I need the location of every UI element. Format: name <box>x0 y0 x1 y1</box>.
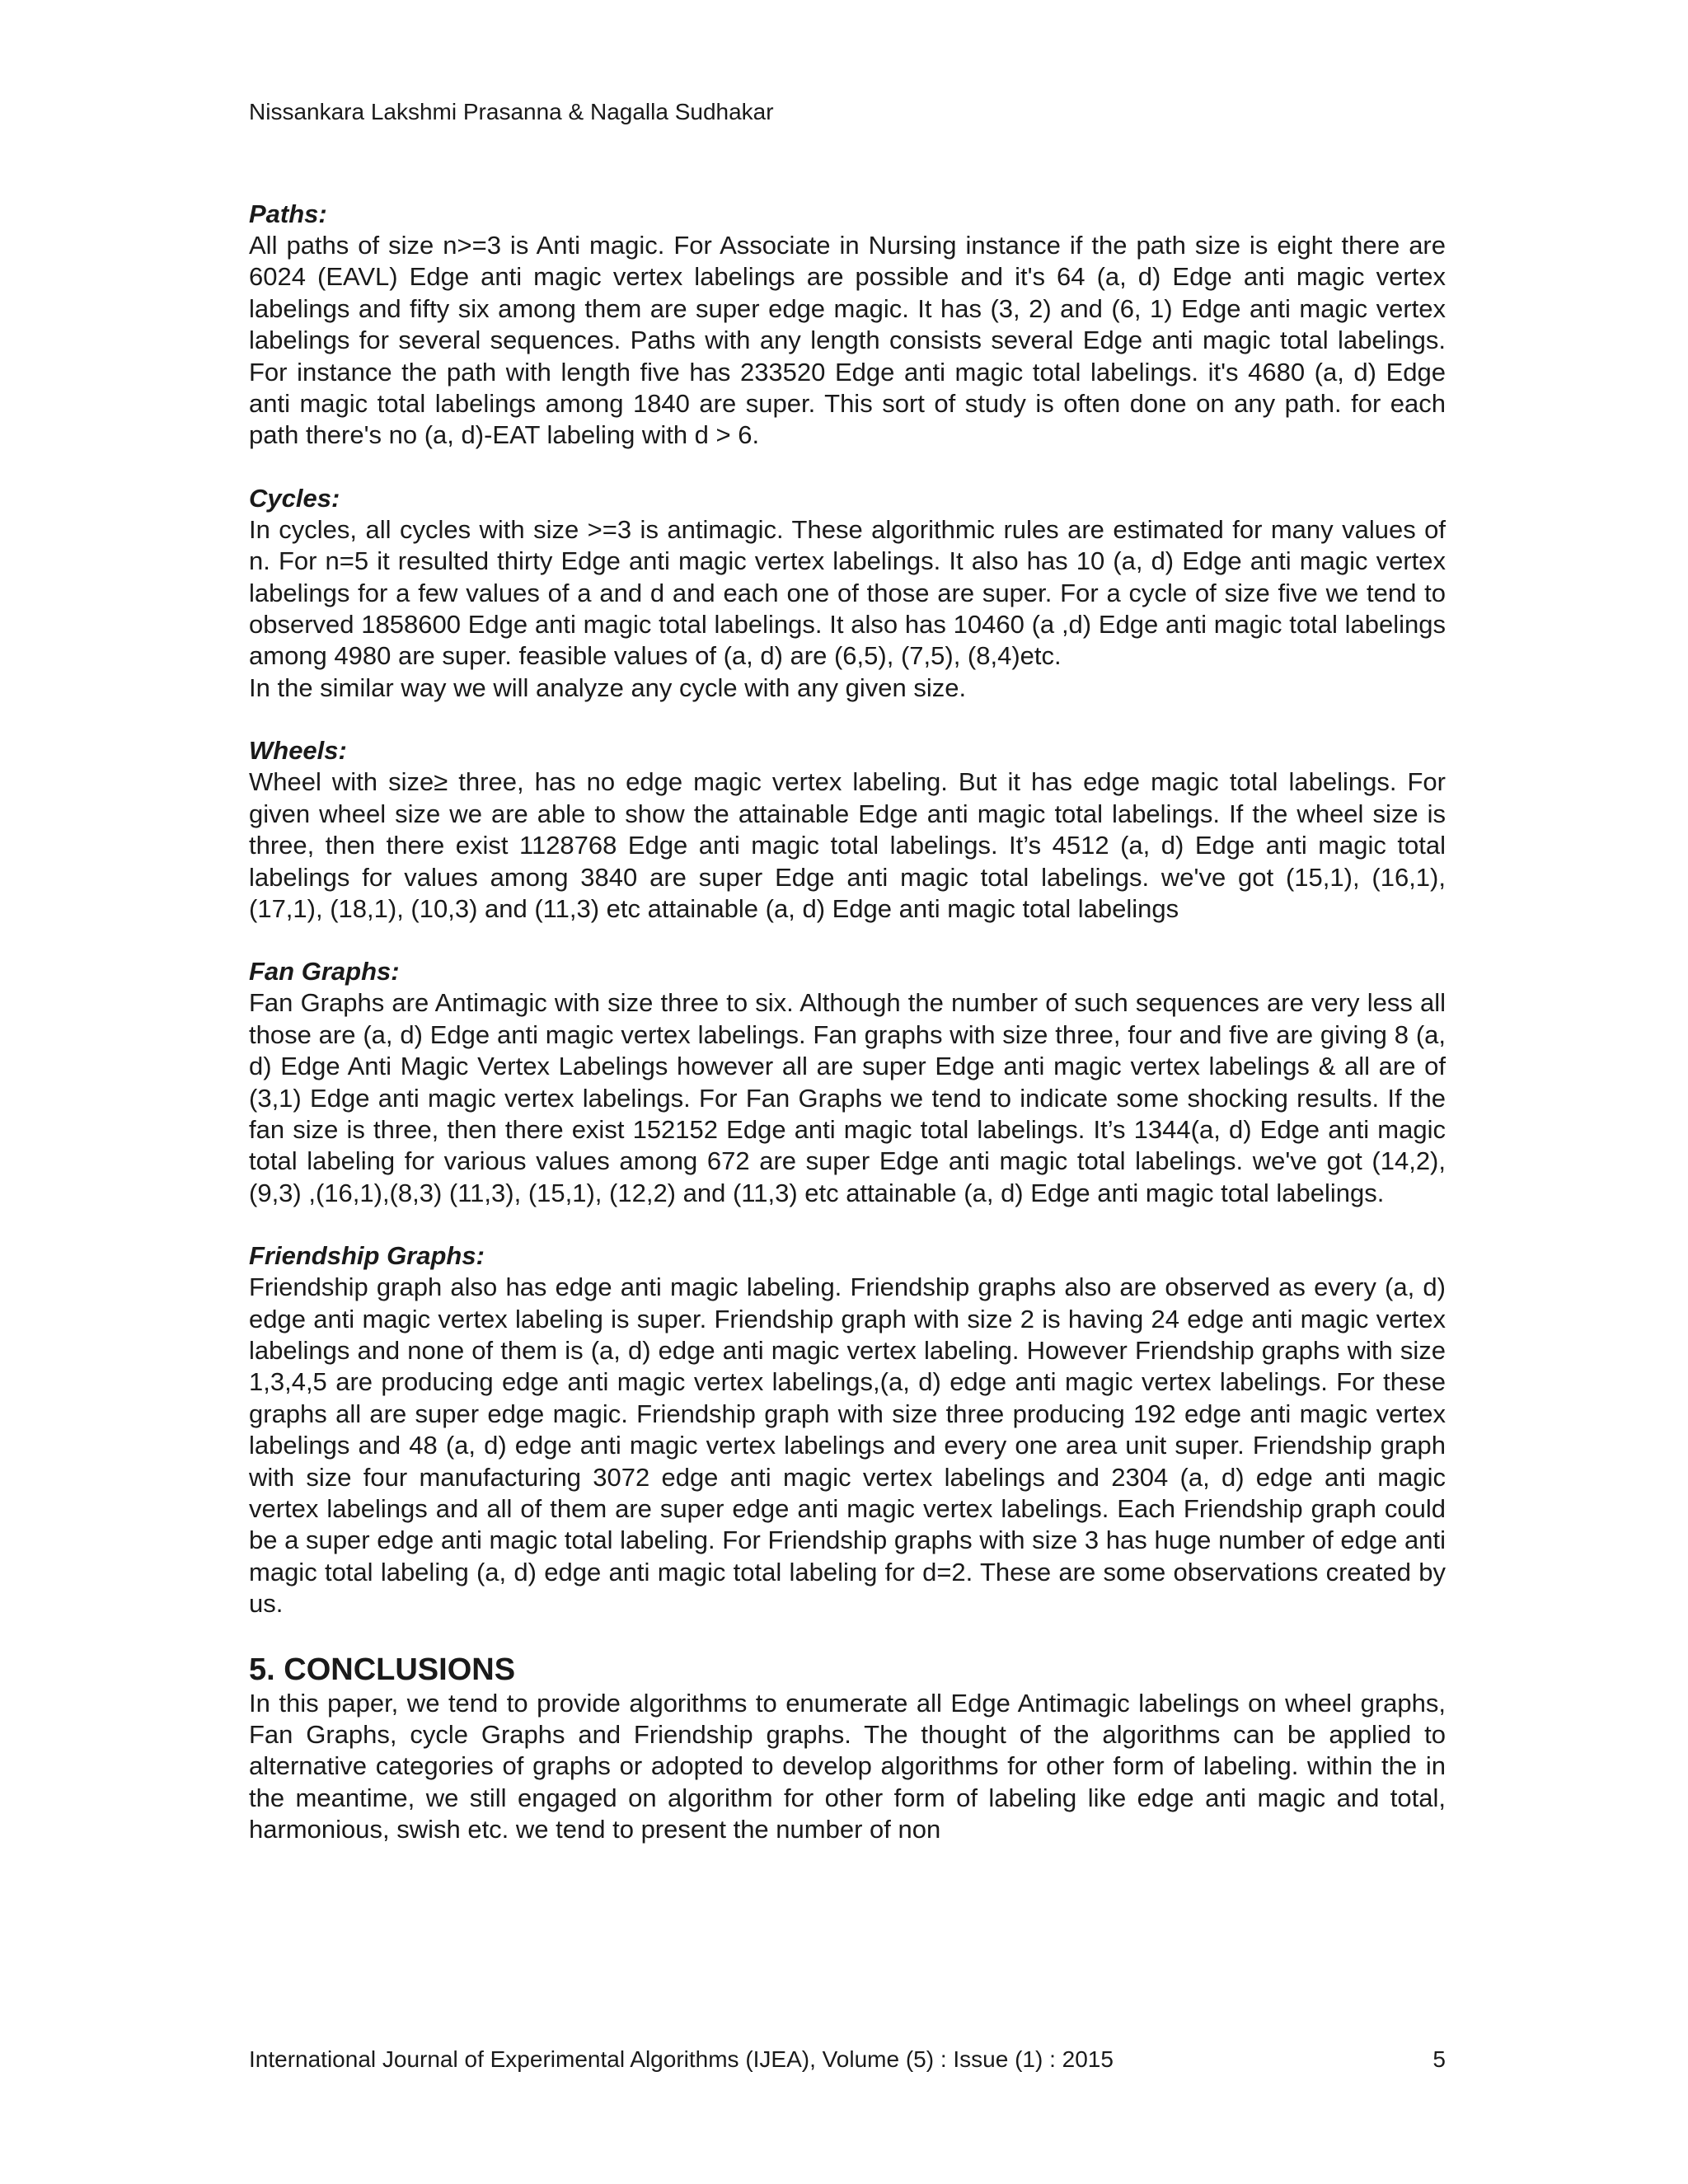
section-paths <box>249 199 1446 452</box>
section-friendship-graphs <box>249 1240 1446 1619</box>
section-fan-graphs <box>249 956 1446 1209</box>
page-content <box>249 199 1446 1877</box>
section-heading-friendship-graphs: Friendship Graphs: <box>249 1241 485 1271</box>
section-wheels <box>249 735 1446 925</box>
paragraph-cycles: In cycles, all cycles with size >=3 is antimagic. These algorithmic rules are estimated for many values of n. For n=5 it resulted thirty Edge anti magic vertex labelings. It also has 10 (a, d) Edge anti magic vertex labelings for a few values of a and d and each one of those are super. For a cycle of size five we tend to observed 1858600 Edge anti magic total labelings. It also has 10460 (a ,d) Edge anti magic total labelings among 4980 are super. feasible values of (a, d) are (6,5), (7,5), (8,4)etc. <box>249 514 1446 671</box>
section-conclusions <box>249 1652 1446 1846</box>
paragraph-wheels: Wheel with size≥ three, has no edge magic vertex labeling. But it has edge magic total labelings. For given wheel size we are able to show the attainable Edge anti magic total labelings. If the wheel size is three, then there exist 1128768 Edge anti magic total labelings. It’s 4512 (a, d) Edge anti magic total labelings for values among 3840 are super Edge anti magic total labelings. we've got (15,1), (16,1), (17,1), (18,1), (10,3) and (11,3) etc attainable (a, d) Edge anti magic total labelings <box>249 767 1446 923</box>
section-heading-wheels: Wheels: <box>249 736 347 766</box>
page-number: 5 <box>1432 2046 1446 2072</box>
section-heading-cycles: Cycles: <box>249 483 340 513</box>
footer-journal-citation: International Journal of Experimental Algorithms (IJEA), Volume (5) : Issue (1) : 2015 <box>249 2046 1114 2072</box>
section-cycles <box>249 483 1446 704</box>
section-heading-paths: Paths: <box>249 199 327 228</box>
section-heading-fan-graphs: Fan Graphs: <box>249 957 400 987</box>
paper-page <box>249 0 1446 2184</box>
paragraph-friendship-graphs: Friendship graph also has edge anti magic labeling. Friendship graphs also are observed as every (a, d) edge anti magic vertex labeling is super. Friendship graph with size 2 is having 24 edge anti magic vertex labelings and none of them is (a, d) edge anti magic vertex labeling. However Friendship graphs with size 1,3,4,5 are producing edge anti magic vertex labelings,(a, d) edge anti magic vertex labelings. For these graphs all are super edge magic. Friendship graph with size three producing 192 edge anti magic vertex labelings and 48 (a, d) edge anti magic vertex labelings and every one area unit super. Friendship graph with size four manufacturing 3072 edge anti magic vertex labelings and 2304 (a, d) edge anti magic vertex labelings and all of them are super edge anti magic vertex labelings. Each Friendship graph could be a super edge anti magic total labeling. For Friendship graphs with size 3 has huge number of edge anti magic total labeling (a, d) edge anti magic total labeling for d=2. These are some observations created by us. <box>249 1272 1446 1619</box>
running-header-authors: Nissankara Lakshmi Prasanna & Nagalla Sudhakar <box>249 99 774 124</box>
section-heading-conclusions: 5. CONCLUSIONS <box>249 1652 516 1687</box>
paragraph-cycles-2: In the similar way we will analyze any cycle with any given size. <box>249 673 967 702</box>
paragraph-conclusions: In this paper, we tend to provide algorithms to enumerate all Edge Antimagic labelings on wheel graphs, Fan Graphs, cycle Graphs and Friendship graphs. The thought of the algorithms can be applied to alternative categories of graphs or adopted to develop algorithms for other form of labeling. within the in the meantime, we still engaged on algorithm for other form of labeling like edge anti magic and total, harmonious, swish etc. we tend to present the number of non <box>249 1688 1446 1844</box>
paragraph-fan-graphs: Fan Graphs are Antimagic with size three to six. Although the number of such sequences are very less all those are (a, d) Edge anti magic vertex labelings. Fan graphs with size three, four and five are giving 8 (a, d) Edge Anti Magic Vertex Labelings however all are super Edge anti magic vertex labelings & all are of (3,1) Edge anti magic vertex labelings. For Fan Graphs we tend to indicate some shocking results. If the fan size is three, then there exist 152152 Edge anti magic total labelings. It’s 1344(a, d) Edge anti magic total labeling for various values among 672 are super Edge anti magic total labelings. we've got (14,2),(9,3) ,(16,1),(8,3) (11,3), (15,1), (12,2) and (11,3) etc attainable (a, d) Edge anti magic total labelings. <box>249 988 1446 1207</box>
paragraph-paths: All paths of size n>=3 is Anti magic. For Associate in Nursing instance if the path size is eight there are 6024 (EAVL) Edge anti magic vertex labelings are possible and it's 64 (a, d) Edge anti magic vertex labelings and fifty six among them are super edge magic. It has (3, 2) and (6, 1) Edge anti magic vertex labelings for several sequences. Paths with any length consists several Edge anti magic total labelings. For instance the path with length five has 233520 Edge anti magic total labelings. it's 4680 (a, d) Edge anti magic total labelings among 1840 are super. This sort of study is often done on any path. for each path there's no (a, d)-EAT labeling with d > 6. <box>249 231 1446 450</box>
